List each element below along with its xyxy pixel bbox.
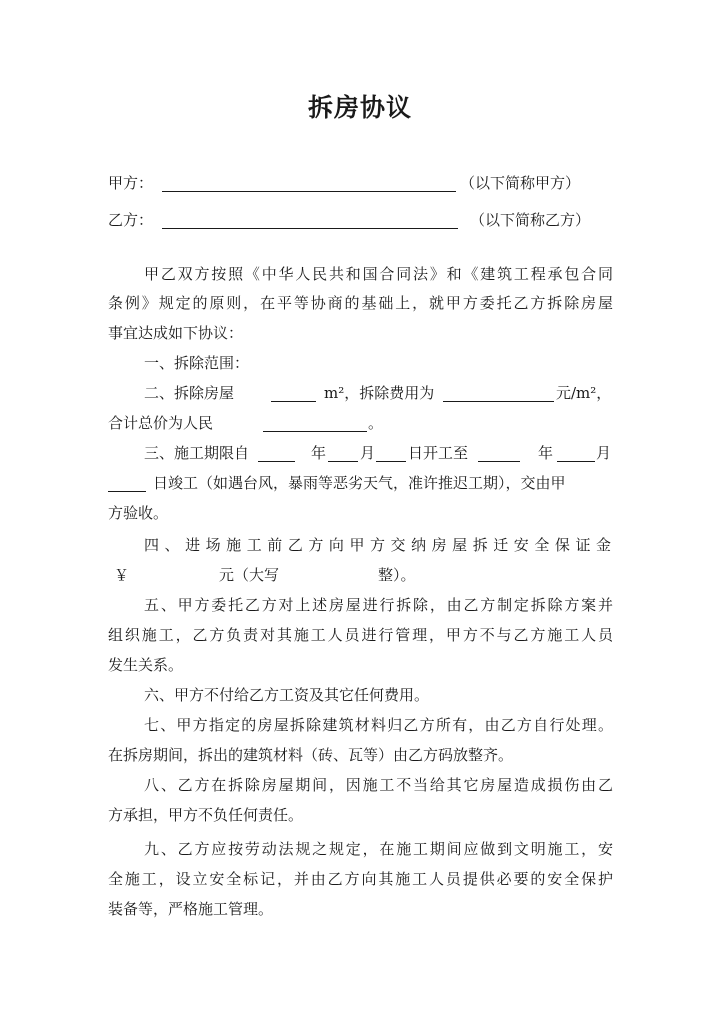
clause-7-line-2: 在拆房期间，拆出的建筑材料（砖、瓦等）由乙方码放整齐。 xyxy=(108,746,514,764)
clause-2-line-1 xyxy=(144,382,664,404)
party-b-label: 乙方： xyxy=(108,211,154,229)
party-a-label: 甲方： xyxy=(108,174,154,192)
party-a-row xyxy=(108,172,628,194)
clause-3-line-1 xyxy=(144,442,664,464)
yuan-sign: ￥ xyxy=(114,566,130,584)
clause-8-line-1: 八、乙方在拆除房屋期间，因施工不当给其它房屋造成损伤由乙 xyxy=(144,776,613,794)
party-b-note: （以下简称乙方） xyxy=(470,211,591,229)
end-month-blank xyxy=(557,461,595,462)
clause-4-line-1: 四、进场施工前乙方向甲方交纳房屋拆迁安全保证金 xyxy=(144,536,613,554)
clause-2-unit: 元/m²， xyxy=(556,384,612,402)
party-a-blank xyxy=(162,191,456,192)
start-year-label: 年 xyxy=(311,444,327,462)
clause-3-to: 日开工至 xyxy=(408,444,469,462)
clause-5-line-3: 发生关系。 xyxy=(108,656,184,674)
end-year-blank xyxy=(478,461,520,462)
clause-9-line-3: 装备等，严格施工管理。 xyxy=(108,900,274,918)
start-day-blank xyxy=(376,461,406,462)
total-blank xyxy=(263,431,367,432)
clause-2-end: 。 xyxy=(368,414,384,432)
party-a-note: （以下简称甲方） xyxy=(460,174,581,192)
clause-2-line-2 xyxy=(108,412,628,434)
clause-5-line-1: 五、甲方委托乙方对上述房屋进行拆除，由乙方制定拆除方案并 xyxy=(144,596,613,614)
end-year-label: 年 xyxy=(538,444,554,462)
end-month-label: 月 xyxy=(596,444,612,462)
clause-2-area-label: 二、拆除房屋 xyxy=(144,384,235,402)
clause-7-line-1: 七、甲方指定的房屋拆除建筑材料归乙方所有，由乙方自行处理。 xyxy=(144,716,613,734)
start-month-label: 月 xyxy=(360,444,376,462)
clause-4-line-2 xyxy=(114,564,634,586)
clause-8-line-2: 方承担，甲方不负任何责任。 xyxy=(108,806,304,824)
end-day-blank xyxy=(108,491,146,492)
clause-4-amount-label: 元（大写 xyxy=(219,566,280,584)
area-blank xyxy=(271,401,316,402)
start-month-blank xyxy=(328,461,358,462)
clause-5-line-2: 组织施工，乙方负责对其施工人员进行管理，甲方不与乙方施工人员 xyxy=(108,626,613,644)
clause-6: 六、甲方不付给乙方工资及其它任何费用。 xyxy=(144,686,430,704)
clause-3-finish: 日竣工（如遇台风，暴雨等恶劣天气，准许推迟工期），交由甲 xyxy=(153,474,566,492)
intro-line-3: 事宜达成如下协议： xyxy=(108,324,244,342)
clause-3-line-3: 方验收。 xyxy=(108,504,169,522)
intro-line-1: 甲乙双方按照《中华人民共和国合同法》和《建筑工程承包合同 xyxy=(144,265,613,283)
fee-blank xyxy=(443,401,554,402)
clause-2-fee-label: m²，拆除费用为 xyxy=(324,384,435,402)
clause-9-line-1: 九、乙方应按劳动法规之规定，在施工期间应做到文明施工，安 xyxy=(144,840,613,858)
clause-3-start: 三、施工期限自 xyxy=(144,444,250,462)
document-title: 拆房协议 xyxy=(307,93,412,122)
start-year-blank xyxy=(258,461,295,462)
intro-line-2: 条例》规定的原则，在平等协商的基础上，就甲方委托乙方拆除房屋 xyxy=(108,294,613,312)
clause-2-total-label: 合计总价为人民 xyxy=(108,414,214,432)
clause-1: 一、拆除范围： xyxy=(144,354,250,372)
clause-9-line-2: 全施工，设立安全标记，并由乙方向其施工人员提供必要的安全保护 xyxy=(108,870,613,888)
clause-4-end: 整）。 xyxy=(378,566,416,584)
party-b-row xyxy=(108,209,628,231)
party-b-blank xyxy=(162,228,458,229)
